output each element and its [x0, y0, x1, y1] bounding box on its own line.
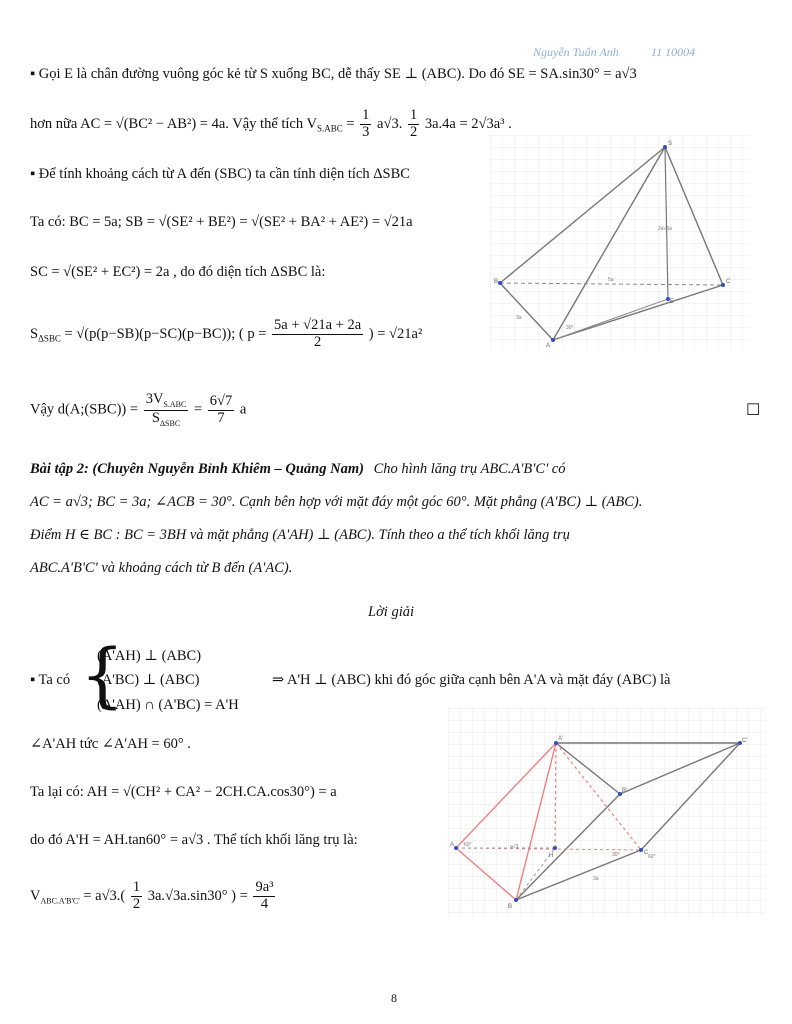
system-brace: { — [80, 634, 125, 716]
header-author: Nguyễn Tuấn Anh — [533, 45, 619, 59]
line-6: $S_{\Delta SBC} = √(p(p-SB)(p-SC)(p-BC))$; ( p = $\frac{5a + √21a + 2a}{2}$ ) = √21a² — [30, 317, 423, 350]
line-5: SC = √(SE² + EC²) = 2a , do đó diện tích ΔSBC là: — [30, 264, 326, 280]
system-row-2: (A'BC) ⊥ (ABC) — [97, 672, 200, 688]
fig1-label-b: B — [494, 279, 499, 285]
fig1-label-ab: 3a — [516, 315, 522, 321]
fig1-label-angle: 30° — [566, 325, 574, 331]
fig2-label-a1: A' — [558, 736, 564, 742]
fig2-label-h: H — [549, 853, 554, 859]
fig2-label-angle60-c: 60° — [648, 854, 656, 860]
qed-box: ☐ — [746, 402, 761, 419]
fig2-label-ah: a√3 — [510, 844, 519, 850]
line-volume: $V_{ABC.A'B'C'} = a√3$.( $\frac{1}{2}$ 3a.√3a.sin30° ) = $\frac{\text{9a³}}{4}$ — [30, 879, 274, 912]
fig2-label-c1: C' — [742, 738, 748, 744]
exercise-line-1: Bài tập 2: (Chuyên Nguyễn Bỉnh Khiêm – Quảng Nam) Cho hình lăng trụ ABC.A'B'C' có — [30, 461, 566, 477]
fig2-label-angle30: 30° — [612, 852, 620, 858]
system-conclusion: ⇒ A'H ⊥ (ABC) khi đó góc giữa cạnh bên A'A và mặt đáy (ABC) là — [272, 672, 671, 688]
exercise-line-4: ABC.A'B'C' và khoảng cách từ B đến (A'AC). — [30, 560, 293, 576]
fig2-label-angle60: 60° — [464, 842, 472, 848]
system-intro: ▪ Ta có — [30, 672, 71, 688]
line-2: hơn nữa AC = √(BC² − AB²) = 4a. Vậy thể tích $V_{S.ABC}$ = $\frac{1}{3}$ a√3. $\frac{1}{2}$ 3a.4a = 2√3a³ . — [30, 107, 512, 140]
line-1: ▪ Gọi E là chân đường vuông góc kẻ từ S xuống BC, dễ thấy SE ⊥ (ABC). Do đó SE = SA.sin30° = a√3 — [30, 66, 637, 82]
system-row-1: (A'AH) ⊥ (ABC) — [97, 648, 202, 664]
fig2-label-b1: B' — [622, 788, 628, 794]
line-7: Vậy d(A;(SBC)) = $\frac{3V_{S.ABC}}{S_{\Delta SBC}}$ = $\frac{6√7}{7}$ a — [30, 391, 247, 428]
fig1-label-c: C — [726, 279, 731, 285]
fig1-label-se: 2a√3a — [658, 226, 672, 232]
exercise-line-2: AC = a√3; BC = 3a; ∠ACB = 30°. Cạnh bên hợp với mặt đáy một góc 60°. Mặt phẳng (A'BC) ⊥ (ABC). — [30, 494, 643, 510]
header-code: 11 10004 — [651, 45, 696, 59]
exercise-line-3: Điểm H ∈ BC : BC = 3BH và mặt phẳng (A'AH) ⊥ (ABC). Tính theo a thể tích khối lăng trụ — [30, 527, 570, 543]
fig1-label-s: S — [668, 141, 673, 147]
fig1-label-bc: 5a — [608, 277, 614, 283]
fig2-label-a: A — [450, 842, 455, 848]
figure-prism — [448, 708, 766, 916]
fig1-label-a: A — [546, 343, 551, 349]
fig1-label-e: E — [670, 299, 675, 305]
fig2-label-bc: 3a — [593, 876, 599, 882]
line-a1h: do đó A'H = AH.tan60° = a√3 . Thể tích khối lăng trụ là: — [30, 832, 358, 848]
line-3: ▪ Để tính khoảng cách từ A đến (SBC) ta cần tính diện tích ΔSBC — [30, 166, 410, 182]
fig2-label-b: B — [508, 904, 513, 910]
page-number: 8 — [391, 991, 397, 1005]
system-row-3: (A'AH) ∩ (A'BC) = A'H — [97, 697, 239, 713]
line-4: Ta có: BC = 5a; SB = √(SE² + BE²) = √(SE² + BA² + AE²) = √21a — [30, 214, 413, 230]
solution-heading: Lời giải — [368, 604, 415, 620]
figure-pyramid — [490, 135, 750, 350]
line-angle: ∠A'AH tức ∠A'AH = 60° . — [30, 736, 191, 752]
fig2-label-c: C — [644, 850, 649, 856]
line-ah: Ta lại có: AH = √(CH² + CA² − 2CH.CA.cos30°) = a — [30, 784, 337, 800]
